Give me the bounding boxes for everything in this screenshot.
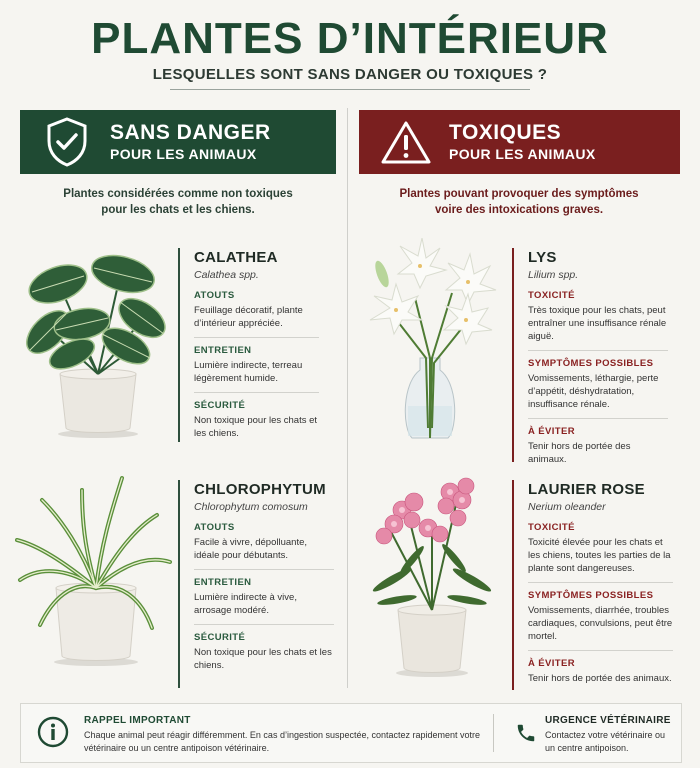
card-section [194, 632, 334, 679]
plant-latin-name: Calathea spp. [194, 269, 259, 281]
card-section [528, 658, 673, 692]
footer-box [20, 703, 682, 763]
section-heading: ENTRETIEN [194, 345, 252, 356]
urgent-title: URGENCE VÉTÉRINAIRE [545, 715, 671, 726]
plant-name: CALATHEA [194, 249, 278, 266]
section-heading: À ÉVITER [528, 426, 576, 437]
card-section [528, 522, 673, 583]
section-text: Vomissements, léthargie, perte d’appétit, déshydratation, insuffisance rénale. [528, 373, 659, 410]
toxic-intro-line1: Plantes pouvant provoquer des symptômes [399, 188, 639, 200]
section-heading: À ÉVITER [528, 658, 576, 669]
section-heading: ATOUTS [194, 290, 235, 301]
section-text: Facile à vivre, dépolluante, idéale pour débutants. [194, 537, 308, 561]
section-text: Non toxique pour les chats et les chiens. [194, 647, 332, 671]
page-subtitle: LESQUELLES SONT SANS DANGER OU TOXIQUES ? [152, 66, 548, 83]
section-heading: TOXICITÉ [528, 290, 575, 301]
lys-accent-line [512, 248, 514, 462]
section-text: Tenir hors de portée des animaux. [528, 441, 631, 465]
toxic-banner-subtitle: POUR LES ANIMAUX [449, 146, 596, 162]
section-text: Lumière indirecte à vive, arrosage modéré. [194, 592, 297, 616]
section-heading: SÉCURITÉ [194, 632, 246, 643]
toxic-intro [359, 186, 679, 218]
safe-intro-line1: Plantes considérées comme non toxiques [63, 188, 293, 200]
section-text: Non toxique pour les chats et les chiens. [194, 415, 318, 439]
calathea-accent-line [178, 248, 180, 442]
card-section [194, 290, 319, 338]
card-section [528, 590, 673, 651]
footer-separator [493, 714, 494, 752]
section-text: Tenir hors de portée des animaux. [528, 673, 672, 684]
card-section [194, 522, 334, 570]
lys-card [528, 249, 668, 480]
safe-banner-title: SANS DANGER [110, 121, 271, 144]
chlorophytum-accent-line [178, 480, 180, 688]
plant-latin-name: Lilium spp. [528, 269, 579, 281]
section-text: Très toxique pour les chats, peut entraîner une insuffisance rénale aiguë. [528, 305, 667, 342]
section-text: Vomissements, diarrhée, troubles cardiaques, convulsions, peut être mortel. [528, 605, 673, 642]
phone-icon [515, 722, 537, 744]
toxic-banner [359, 110, 680, 174]
plant-name: CHLOROPHYTUM [194, 481, 326, 498]
section-heading: SÉCURITÉ [194, 400, 246, 411]
section-heading: ENTRETIEN [194, 577, 252, 588]
section-heading: ATOUTS [194, 522, 235, 533]
laurier-rose-image [362, 470, 502, 680]
lys-image [360, 238, 500, 446]
section-heading: TOXICITÉ [528, 522, 575, 533]
warning-triangle-icon [377, 113, 435, 171]
laurier-rose-accent-line [512, 480, 514, 690]
plant-name: LAURIER ROSE [528, 481, 645, 498]
chlorophytum-card [194, 481, 334, 686]
reminder-title: RAPPEL IMPORTANT [84, 715, 191, 726]
reminder-text: Chaque animal peut réagir différemment. En cas d’ingestion suspectée, contactez rapidement votre vétérinaire ou un centre antipoison vétérinaire. [84, 730, 481, 753]
subtitle-underline [170, 89, 530, 90]
safe-intro-line2: pour les chats et les chiens. [101, 204, 255, 216]
laurier-rose-card [528, 481, 673, 699]
info-icon [37, 716, 69, 748]
calathea-image [20, 246, 172, 441]
safe-banner-subtitle: POUR LES ANIMAUX [110, 146, 257, 162]
section-text: Lumière indirecte, terreau légèrement humide. [194, 360, 303, 384]
card-section [528, 426, 668, 473]
card-section [528, 290, 668, 351]
calathea-card [194, 249, 319, 454]
card-section [528, 358, 668, 419]
section-heading: SYMPTÔMES POSSIBLES [528, 590, 654, 601]
urgent-text: Contactez votre vétérinaire ou un centre antipoison. [545, 730, 666, 753]
shield-check-icon [38, 113, 96, 171]
card-section [194, 400, 319, 447]
chlorophytum-image [12, 470, 174, 670]
page-title: PLANTES D’INTÉRIEUR [91, 14, 609, 63]
section-text: Toxicité élevée pour les chats et les chiens, toutes les parties de la plante sont dangereuses. [528, 537, 671, 574]
section-heading: SYMPTÔMES POSSIBLES [528, 358, 654, 369]
toxic-banner-title: TOXIQUES [449, 121, 562, 144]
toxic-intro-line2: voire des intoxications graves. [434, 204, 604, 216]
plant-latin-name: Nerium oleander [528, 501, 606, 513]
card-section [194, 345, 319, 393]
column-divider [347, 108, 348, 688]
plant-latin-name: Chlorophytum comosum [194, 501, 308, 513]
card-section [194, 577, 334, 625]
section-text: Feuillage décoratif, plante d’intérieur appréciée. [194, 305, 303, 329]
safe-banner [20, 110, 336, 174]
safe-intro [18, 186, 338, 218]
plant-name: LYS [528, 249, 557, 266]
